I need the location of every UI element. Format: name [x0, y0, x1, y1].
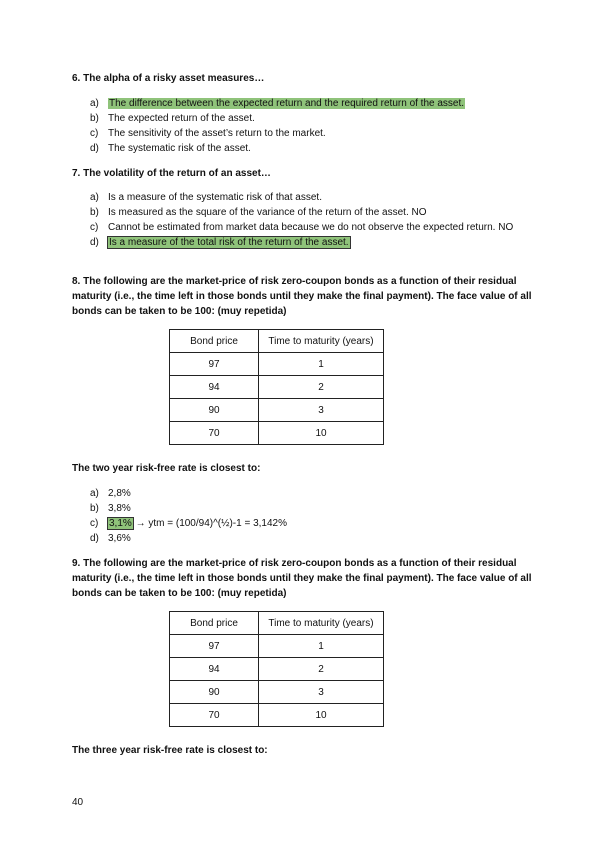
table-cell: 94: [170, 376, 259, 399]
q8-option-d: [90, 531, 530, 546]
q7-option-c-text: Cannot be estimated from market data because we do not observe the expected return. NO: [108, 222, 514, 233]
option-letter: d): [90, 237, 99, 248]
option-letter: c): [90, 222, 99, 233]
table-header: Time to maturity (years): [259, 330, 384, 353]
table-cell: 3: [259, 681, 384, 704]
q7-option-a: [90, 190, 530, 205]
table-cell: 90: [170, 399, 259, 422]
table-cell: 70: [170, 422, 259, 445]
q9-bond-table: [169, 611, 384, 727]
q8-title: 8. The following are the market-price of risk zero-coupon bonds as a function of their residual maturity (i.e., the time left in those bonds until they make the final payment). The face value of all bonds can be taken to be 100: (muy repetida): [72, 276, 532, 317]
q7-options: [90, 190, 530, 250]
option-letter: d): [90, 143, 99, 154]
table-cell: 10: [259, 422, 384, 445]
table-header: Bond price: [170, 612, 259, 635]
option-letter: b): [90, 503, 99, 514]
q8-option-c: [90, 516, 530, 531]
q7-option-d: [90, 235, 530, 250]
table-row: [170, 704, 384, 727]
q8-option-a: [90, 486, 530, 501]
option-letter: c): [90, 518, 99, 529]
q8-option-a-text: 2,8%: [108, 488, 131, 499]
table-row: [170, 658, 384, 681]
q7-option-a-text: Is a measure of the systematic risk of that asset.: [108, 192, 322, 203]
q8-bond-table: [169, 329, 384, 445]
q6-option-b-text: The expected return of the asset.: [108, 113, 255, 124]
option-letter: b): [90, 113, 99, 124]
table-header-row: [170, 330, 384, 353]
table-cell: 97: [170, 353, 259, 376]
q6-title: 6. The alpha of a risky asset measures…: [72, 73, 265, 84]
table-header: Time to maturity (years): [259, 612, 384, 635]
option-letter: a): [90, 98, 99, 109]
table-cell: 3: [259, 399, 384, 422]
q7-title: 7. The volatility of the return of an asset…: [72, 168, 271, 179]
q8-option-b-text: 3,8%: [108, 503, 131, 514]
table-cell: 97: [170, 635, 259, 658]
table-header: Bond price: [170, 330, 259, 353]
option-letter: d): [90, 533, 99, 544]
q6-option-a-text: The difference between the expected return and the required return of the asset.: [109, 98, 465, 109]
q8-option-c-note: → ytm = (100/94)^(½)-1 = 3,142%: [132, 518, 288, 529]
option-letter: c): [90, 128, 99, 139]
q7-option-c: [90, 220, 530, 235]
table-cell: 1: [259, 353, 384, 376]
table-cell: 2: [259, 376, 384, 399]
q8-option-c-text: 3,1%: [109, 518, 132, 529]
table-row: [170, 422, 384, 445]
table-row: [170, 635, 384, 658]
q6-option-d: [90, 141, 530, 156]
q8-option-b: [90, 501, 530, 516]
table-row: [170, 353, 384, 376]
table-row: [170, 681, 384, 704]
q8-options: [90, 486, 530, 546]
option-letter: a): [90, 192, 99, 203]
q8-option-d-text: 3,6%: [108, 533, 131, 544]
table-cell: 2: [259, 658, 384, 681]
q9-question: The three year risk-free rate is closest to:: [72, 745, 268, 756]
q6-option-c: [90, 126, 530, 141]
q9-title: 9. The following are the market-price of risk zero-coupon bonds as a function of their residual maturity (i.e., the time left in those bonds until they make the final payment). The face value of all bonds can be taken to be 100: (muy repetida): [72, 558, 532, 599]
q7-option-b: [90, 205, 530, 220]
table-cell: 10: [259, 704, 384, 727]
option-letter: b): [90, 207, 99, 218]
q6-option-d-text: The systematic risk of the asset.: [108, 143, 251, 154]
table-cell: 1: [259, 635, 384, 658]
table-cell: 70: [170, 704, 259, 727]
table-cell: 94: [170, 658, 259, 681]
table-cell: 90: [170, 681, 259, 704]
page-number: 40: [72, 797, 84, 808]
q8-question: The two year risk-free rate is closest to:: [72, 463, 261, 474]
option-letter: a): [90, 488, 99, 499]
table-header-row: [170, 612, 384, 635]
table-row: [170, 399, 384, 422]
q6-option-a: [90, 96, 530, 111]
q6-option-b: [90, 111, 530, 126]
q6-options: [90, 96, 530, 156]
q6-option-c-text: The sensitivity of the asset’s return to the market.: [108, 128, 326, 139]
table-row: [170, 376, 384, 399]
q7-option-b-text: Is measured as the square of the variance of the return of the asset. NO: [108, 207, 427, 218]
q7-option-d-text: Is a measure of the total risk of the return of the asset.: [109, 237, 349, 248]
